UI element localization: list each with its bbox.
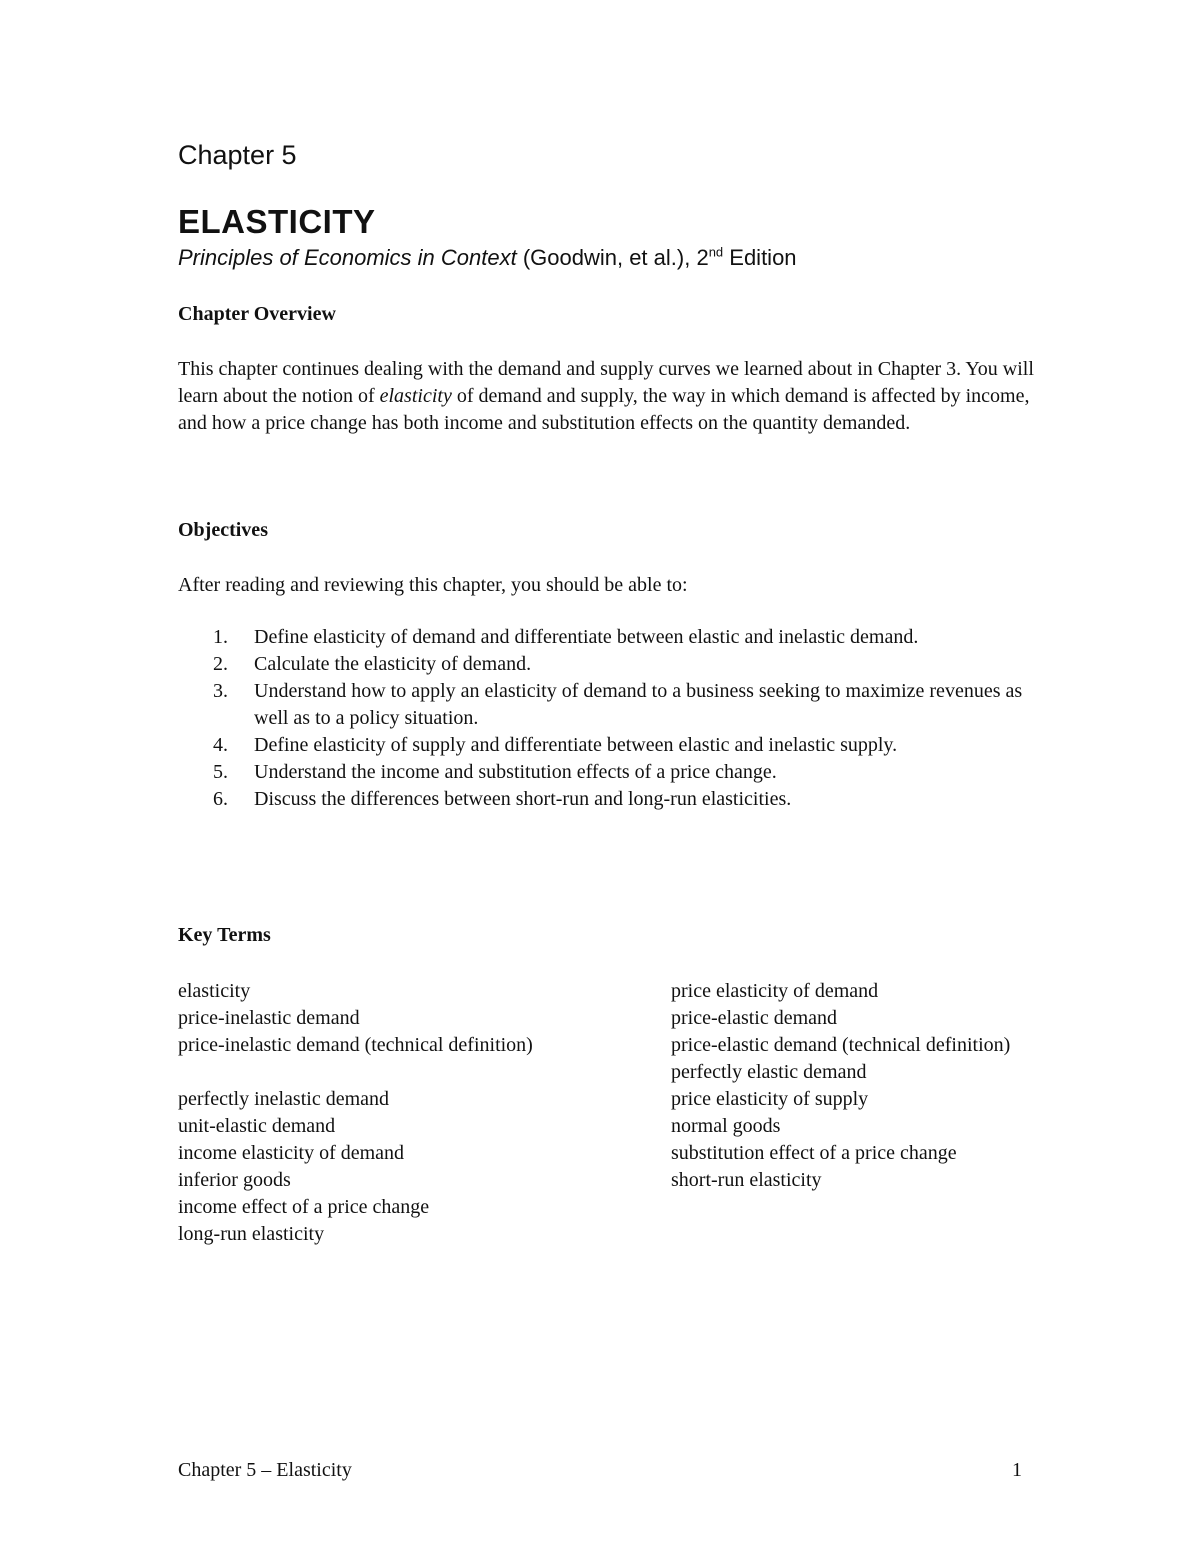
objective-item [178, 624, 1038, 651]
key-terms-heading: Key Terms [178, 924, 271, 946]
edition-superscript: nd [708, 244, 724, 260]
objective-item [178, 678, 1038, 732]
objective-item [178, 732, 1038, 759]
key-term: perfectly elastic demand [671, 1061, 867, 1083]
key-term: short-run elasticity [671, 1169, 822, 1191]
overview-text-start: This chapter continues dealing with the demand and supply curves we learned about in Chapter 3. You will learn about the notion of [178, 358, 1034, 407]
key-term-spacer [178, 1059, 638, 1086]
overview-paragraph [178, 356, 1038, 437]
key-term: price-elastic demand [671, 1007, 838, 1029]
key-term: income elasticity of demand [178, 1142, 405, 1164]
objective-text: Discuss the differences between short-run and long-run elasticities. [254, 788, 792, 810]
objective-item [178, 786, 1038, 813]
objectives-intro: After reading and reviewing this chapter, you should be able to: [178, 574, 688, 596]
overview-text-end: of demand and supply, the way in which demand is affected by income, and how a price change has both income and substitution effects on the quantity demanded. [178, 385, 1030, 434]
objective-text: Define elasticity of demand and differentiate between elastic and inelastic demand. [254, 626, 919, 648]
book-subtitle [178, 245, 797, 271]
objective-text: Understand how to apply an elasticity of demand to a business seeking to maximize revenues as well as to a policy situation. [254, 680, 1023, 729]
key-term: perfectly inelastic demand [178, 1088, 390, 1110]
key-terms-left-column [178, 978, 638, 1248]
objective-text: Calculate the elasticity of demand. [254, 653, 532, 675]
page-footer-title: Chapter 5 – Elasticity [178, 1459, 352, 1481]
key-term: inferior goods [178, 1169, 291, 1191]
key-terms-right-column [671, 978, 1011, 1194]
objective-number: 5. [213, 761, 228, 783]
chapter-title: ELASTICITY [178, 203, 376, 240]
key-term: unit-elastic demand [178, 1115, 336, 1137]
key-term: income effect of a price change [178, 1196, 430, 1218]
book-title: Principles of Economics in Context [178, 245, 517, 270]
objective-item [178, 651, 1038, 678]
key-term: price-inelastic demand [178, 1007, 360, 1029]
key-term: substitution effect of a price change [671, 1142, 957, 1164]
key-term: price-elastic demand (technical definition) [671, 1034, 1011, 1056]
overview-emphasis: elasticity [379, 385, 452, 407]
edition-word: Edition [723, 245, 797, 270]
objective-number: 1. [213, 626, 228, 648]
key-term: price elasticity of supply [671, 1088, 869, 1110]
objective-number: 6. [213, 788, 228, 810]
objectives-heading: Objectives [178, 519, 268, 541]
objective-number: 2. [213, 653, 228, 675]
objective-text: Understand the income and substitution effects of a price change. [254, 761, 777, 783]
objective-item [178, 759, 1038, 786]
key-term: price elasticity of demand [671, 980, 879, 1002]
key-term: price-inelastic demand (technical definition) [178, 1034, 533, 1056]
objectives-list [178, 624, 1038, 813]
book-authors: (Goodwin, et al.), 2 [516, 245, 709, 270]
key-term: elasticity [178, 980, 251, 1002]
overview-heading: Chapter Overview [178, 303, 336, 325]
objective-text: Define elasticity of supply and differentiate between elastic and inelastic supply. [254, 734, 898, 756]
objective-number: 4. [213, 734, 228, 756]
key-term: normal goods [671, 1115, 781, 1137]
chapter-label: Chapter 5 [178, 140, 297, 170]
page-number: 1 [1012, 1459, 1022, 1481]
key-term: long-run elasticity [178, 1223, 325, 1245]
objective-number: 3. [213, 680, 228, 702]
